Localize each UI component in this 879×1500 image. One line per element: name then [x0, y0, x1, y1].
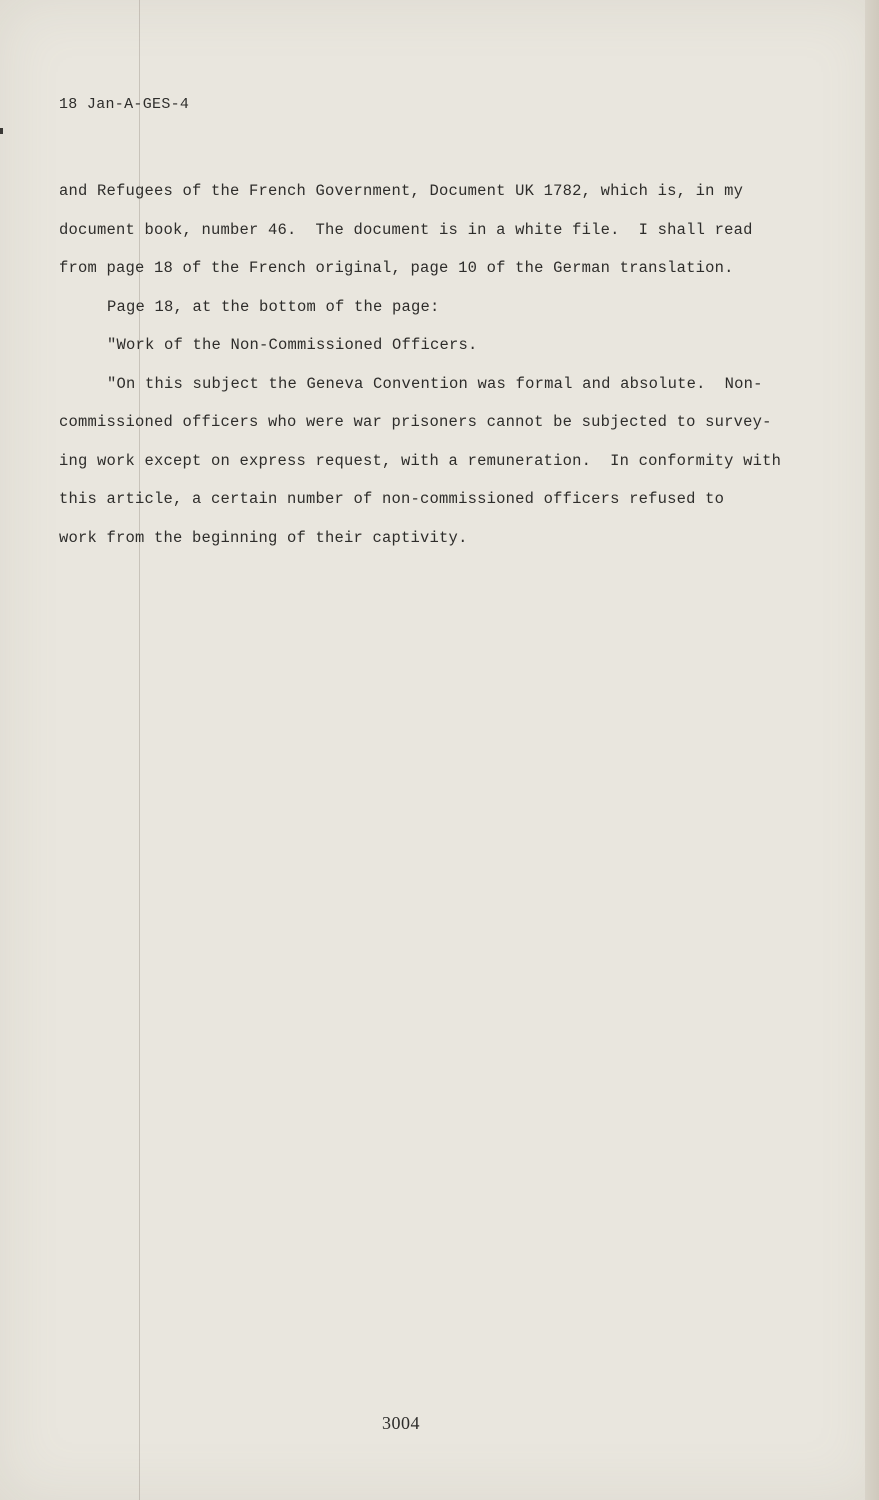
page-edge: [865, 0, 879, 1500]
body-text: [59, 172, 799, 557]
text-line: from page 18 of the French original, page 10 of the German translation.: [59, 259, 734, 277]
text-line: "On this subject the Geneva Convention was formal and absolute. Non-: [107, 374, 763, 393]
binder-mark: [0, 128, 3, 134]
page-number: 3004: [382, 1413, 420, 1433]
text-line: and Refugees of the French Government, Document UK 1782, which is, in my: [59, 182, 744, 200]
text-line: "Work of the Non-Commissioned Officers.: [107, 336, 478, 354]
text-line: this article, a certain number of non-commissioned officers refused to: [59, 490, 725, 508]
text-line: ing work except on express request, with a remuneration. In conformity with: [59, 451, 782, 470]
text-line: document book, number 46. The document is in a white file. I shall read: [59, 220, 753, 239]
document-reference: 18 Jan-A-GES-4: [59, 96, 190, 113]
text-line: work from the beginning of their captivity.: [59, 528, 468, 547]
text-line: Page 18, at the bottom of the page:: [107, 297, 440, 316]
text-line: commissioned officers who were war prisoners cannot be subjected to survey-: [59, 413, 772, 431]
